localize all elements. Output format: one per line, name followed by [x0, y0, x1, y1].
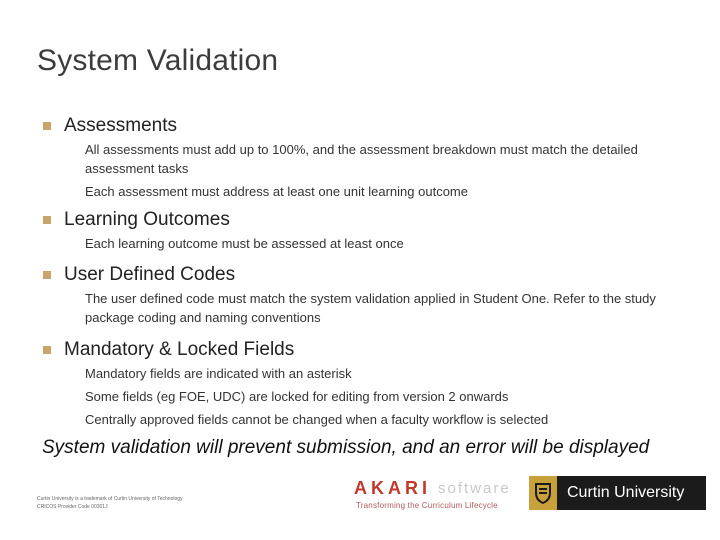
curtin-university-name: Curtin University	[567, 484, 685, 501]
sub-item: All assessments must add up to 100%, and the assessment breakdown must match the detailed assessment tasks	[85, 142, 638, 176]
crest-icon	[529, 476, 557, 510]
section-label: Assessments	[64, 115, 177, 136]
section-learning-outcomes	[42, 208, 404, 253]
section-assessments	[42, 114, 702, 201]
sub-item: Some fields (eg FOE, UDC) are locked for editing from version 2 onwards	[85, 389, 509, 404]
akari-wordmark: AKARI	[354, 478, 431, 498]
bullet-square-icon	[43, 122, 51, 130]
sub-item: Each assessment must address at least one unit learning outcome	[85, 184, 468, 199]
footer-trademark: Curtin University is a trademark of Curtin University of Technology	[37, 496, 183, 502]
section-label: Learning Outcomes	[64, 209, 230, 230]
footer-cricos: CRICOS Provider Code 00301J	[37, 504, 108, 510]
akari-software-text: software	[438, 480, 511, 497]
sub-item: Each learning outcome must be assessed at least once	[85, 236, 404, 251]
section-label: User Defined Codes	[64, 264, 236, 285]
sub-item: Centrally approved fields cannot be changed when a faculty workflow is selected	[85, 412, 549, 427]
bullet-square-icon	[43, 271, 51, 279]
closing-statement: System validation will prevent submission, and an error will be displayed	[42, 437, 650, 458]
section-user-defined-codes	[42, 263, 702, 327]
curtin-university-logo	[529, 476, 706, 510]
slide-title: System Validation	[37, 44, 279, 77]
akari-tagline: Transforming the Curriculum Lifecycle	[356, 501, 498, 510]
bullet-list	[42, 114, 702, 427]
akari-software-logo	[354, 478, 524, 514]
section-label: Mandatory & Locked Fields	[64, 339, 295, 360]
sub-item: The user defined code must match the system validation applied in Student One. Refer to the study package coding and naming conventions	[85, 291, 656, 325]
sub-item: Mandatory fields are indicated with an asterisk	[85, 366, 352, 381]
section-mandatory-locked-fields	[42, 338, 548, 429]
footer-legal	[37, 495, 183, 511]
bullet-square-icon	[43, 346, 51, 354]
bullet-square-icon	[43, 216, 51, 224]
